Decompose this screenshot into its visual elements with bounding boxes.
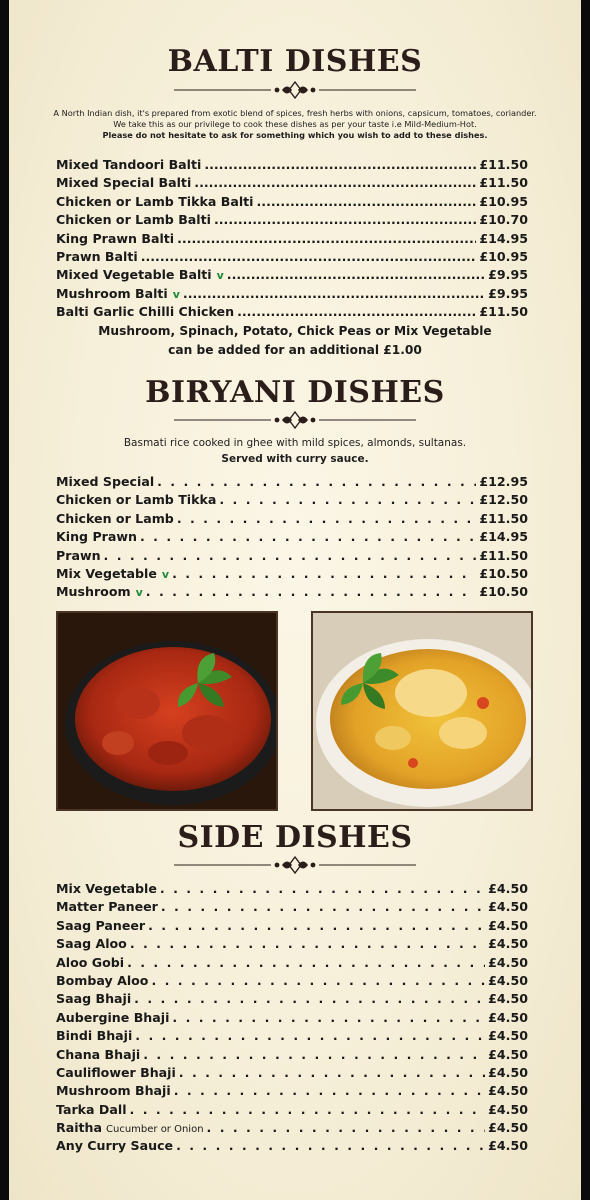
- menu-item-price: £9.95: [488, 267, 528, 283]
- divider-ornament-icon: [9, 855, 581, 875]
- balti-addon-line2: can be added for an additional £1.00: [168, 343, 422, 357]
- menu-item: [56, 918, 528, 936]
- menu-item-price: £14.95: [479, 230, 528, 246]
- menu-item: [56, 1102, 528, 1120]
- menu-item-price: £12.50: [479, 492, 528, 508]
- menu-item-price: £4.50: [488, 936, 528, 952]
- menu-item-name: King Prawn Balti: [56, 230, 175, 246]
- menu-item: [56, 973, 528, 991]
- dot-leader: [160, 881, 485, 896]
- dot-leader: [143, 1047, 485, 1062]
- menu-item-price: £4.50: [488, 1101, 528, 1117]
- menu-page: [9, 0, 581, 1200]
- menu-item-name: Saag Aloo: [56, 936, 127, 952]
- menu-item-price: £4.50: [488, 954, 528, 970]
- menu-item-name: Mixed Special Balti: [56, 175, 192, 191]
- menu-item: [56, 212, 528, 230]
- menu-item-price: £14.95: [479, 529, 528, 545]
- menu-item-price: £4.50: [488, 881, 528, 896]
- menu-item-price: £9.95: [488, 285, 528, 301]
- balti-menu-list: [56, 157, 528, 323]
- menu-item: [56, 492, 528, 510]
- vegetarian-marker-icon: v: [161, 567, 170, 581]
- dot-leader: [174, 1083, 485, 1098]
- vegetarian-marker-icon: v: [216, 269, 224, 283]
- menu-item-price: £10.95: [479, 193, 528, 209]
- menu-item: [56, 474, 528, 492]
- dot-leader: [141, 249, 477, 264]
- menu-item-name: Chicken or Lamb Tikka Balti: [56, 193, 254, 209]
- menu-item-price: £10.50: [479, 584, 528, 600]
- divider-ornament-icon: [9, 80, 581, 100]
- menu-item-price: £4.50: [488, 899, 528, 915]
- dot-leader: [130, 1102, 486, 1117]
- menu-item-name: Cauliflower Bhaji: [56, 1064, 176, 1080]
- menu-item-name: Bombay Aloo: [56, 972, 149, 988]
- menu-item: [56, 584, 528, 602]
- dot-leader: [148, 918, 485, 933]
- menu-item: [56, 955, 528, 973]
- menu-item-name: Prawn Balti: [56, 248, 138, 264]
- menu-item-price: £4.50: [488, 1009, 528, 1025]
- menu-item: [56, 1028, 528, 1046]
- menu-item-price: £4.50: [488, 1138, 528, 1154]
- menu-item: [56, 1047, 528, 1065]
- menu-item-price: £4.50: [488, 1120, 528, 1136]
- vegetarian-marker-icon: v: [172, 287, 180, 301]
- dot-leader: [157, 474, 476, 489]
- balti-addon-line1: Mushroom, Spinach, Potato, Chick Peas or Mix Vegetable: [98, 324, 492, 338]
- menu-item: [56, 881, 528, 899]
- menu-item-name: Chana Bhaji: [56, 1046, 141, 1062]
- balti-title: BALTI DISHES: [167, 44, 423, 79]
- menu-item-name: Tarka Dall: [56, 1101, 127, 1117]
- dot-leader: [237, 304, 476, 319]
- menu-item-name: Mix Vegetable: [56, 565, 157, 581]
- menu-item-price: £4.50: [488, 991, 528, 1007]
- menu-item-name: Matter Paneer: [56, 899, 158, 915]
- menu-item-name: Raitha: [56, 1120, 102, 1136]
- dot-leader: [219, 492, 476, 507]
- dot-leader: [172, 1010, 485, 1025]
- menu-item-name: Chicken or Lamb Tikka: [56, 492, 217, 508]
- dot-leader: [257, 194, 477, 209]
- dot-leader: [204, 157, 476, 172]
- menu-item-name: Aloo Gobi: [56, 954, 125, 970]
- dot-leader: [214, 212, 476, 227]
- menu-item: [56, 157, 528, 175]
- menu-item: [56, 194, 528, 212]
- menu-item-name: Saag Paneer: [56, 917, 146, 933]
- menu-item-price: £10.95: [479, 248, 528, 264]
- menu-item: [56, 991, 528, 1009]
- dot-leader: [134, 991, 485, 1006]
- menu-item: [56, 1065, 528, 1083]
- menu-item-name: Chicken or Lamb: [56, 510, 174, 526]
- menu-item-price: £4.50: [488, 1046, 528, 1062]
- side-title: SIDE DISHES: [177, 820, 413, 855]
- menu-item-name: Mixed Tandoori Balti: [56, 157, 202, 172]
- menu-item-name: Mushroom Bhaji: [56, 1083, 171, 1099]
- dot-leader: [177, 231, 476, 246]
- menu-item-price: £4.50: [488, 1083, 528, 1099]
- dot-leader: [104, 548, 477, 563]
- dot-leader: [227, 267, 485, 282]
- menu-item: [56, 566, 528, 584]
- menu-item-price: £4.50: [488, 1064, 528, 1080]
- menu-item-price: £4.50: [488, 1028, 528, 1044]
- biryani-menu-list: [56, 474, 528, 603]
- menu-item-price: £11.50: [479, 304, 528, 320]
- dot-leader: [172, 566, 476, 581]
- dot-leader: [161, 899, 485, 914]
- menu-item-name: Prawn: [56, 547, 101, 563]
- menu-item-price: £11.50: [479, 547, 528, 563]
- divider-ornament-icon: [9, 410, 581, 430]
- menu-item-name: Chicken or Lamb Balti: [56, 212, 211, 228]
- dot-leader: [179, 1065, 485, 1080]
- menu-item-name: Saag Bhaji: [56, 991, 132, 1007]
- menu-item-name: Mix Vegetable: [56, 881, 157, 896]
- menu-item-price: £12.95: [479, 474, 528, 489]
- dot-leader: [127, 955, 485, 970]
- menu-item: [56, 231, 528, 249]
- dot-leader: [176, 1138, 485, 1153]
- dot-leader: [183, 286, 485, 301]
- biryani-title: BIRYANI DISHES: [145, 375, 445, 410]
- menu-item: [56, 304, 528, 322]
- menu-item-name: Balti Garlic Chilli Chicken: [56, 304, 235, 320]
- menu-item-price: £4.50: [488, 972, 528, 988]
- menu-item: [56, 899, 528, 917]
- dot-leader: [135, 1028, 485, 1043]
- dot-leader: [177, 511, 477, 526]
- menu-item-name: King Prawn: [56, 529, 137, 545]
- dot-leader: [151, 973, 485, 988]
- menu-item: [56, 1010, 528, 1028]
- menu-item-price: £11.50: [479, 157, 528, 172]
- menu-item-name: Mushroom: [56, 584, 131, 600]
- dot-leader: [146, 584, 477, 599]
- menu-item-price: £11.50: [479, 510, 528, 526]
- biryani-intro: Basmati rice cooked in ghee with mild spices, almonds, sultanas.: [123, 437, 467, 449]
- side-menu-list: [56, 881, 528, 1157]
- menu-item-name: Mushroom Balti: [56, 285, 168, 301]
- menu-item-name: Bindi Bhaji: [56, 1028, 133, 1044]
- balti-intro: A North Indian dish, it's prepared from exotic blend of spices, fresh herbs with onions, capsicum, tomatoes, coriander. We take this as our privilege to cook these dishes as per your taste i.e Mild-Medium-Hot.: [53, 108, 537, 129]
- vegetarian-marker-icon: v: [135, 586, 143, 600]
- menu-item: [56, 1083, 528, 1101]
- menu-item: [56, 1138, 528, 1156]
- menu-item-name: Mixed Vegetable Balti: [56, 267, 212, 283]
- menu-item: [56, 286, 528, 304]
- curry-photo: [56, 611, 278, 811]
- dot-leader: [194, 175, 476, 190]
- menu-item: [56, 548, 528, 566]
- menu-item-name: Aubergine Bhaji: [56, 1009, 170, 1025]
- dot-leader: [207, 1120, 486, 1135]
- biryani-intro-note: Served with curry sauce.: [221, 453, 369, 465]
- menu-item-name: Mixed Special: [56, 474, 155, 489]
- menu-item-price: £10.50: [479, 565, 528, 581]
- menu-item-price: £10.70: [479, 212, 528, 228]
- menu-item-name: Any Curry Sauce: [56, 1138, 174, 1154]
- menu-item-note: Cucumber or Onion: [106, 1124, 204, 1136]
- balti-intro-note: Please do not hesitate to ask for something which you wish to add to these dishes.: [102, 130, 488, 140]
- menu-item: [56, 175, 528, 193]
- dot-leader: [130, 936, 485, 951]
- menu-item: [56, 267, 528, 285]
- menu-item-price: £11.50: [479, 175, 528, 191]
- menu-item: [56, 936, 528, 954]
- menu-item: [56, 529, 528, 547]
- menu-item: [56, 511, 528, 529]
- dot-leader: [140, 529, 476, 544]
- menu-item-price: £4.50: [488, 917, 528, 933]
- menu-item: [56, 1120, 528, 1138]
- menu-item: [56, 249, 528, 267]
- fish-curry-photo: [311, 611, 533, 811]
